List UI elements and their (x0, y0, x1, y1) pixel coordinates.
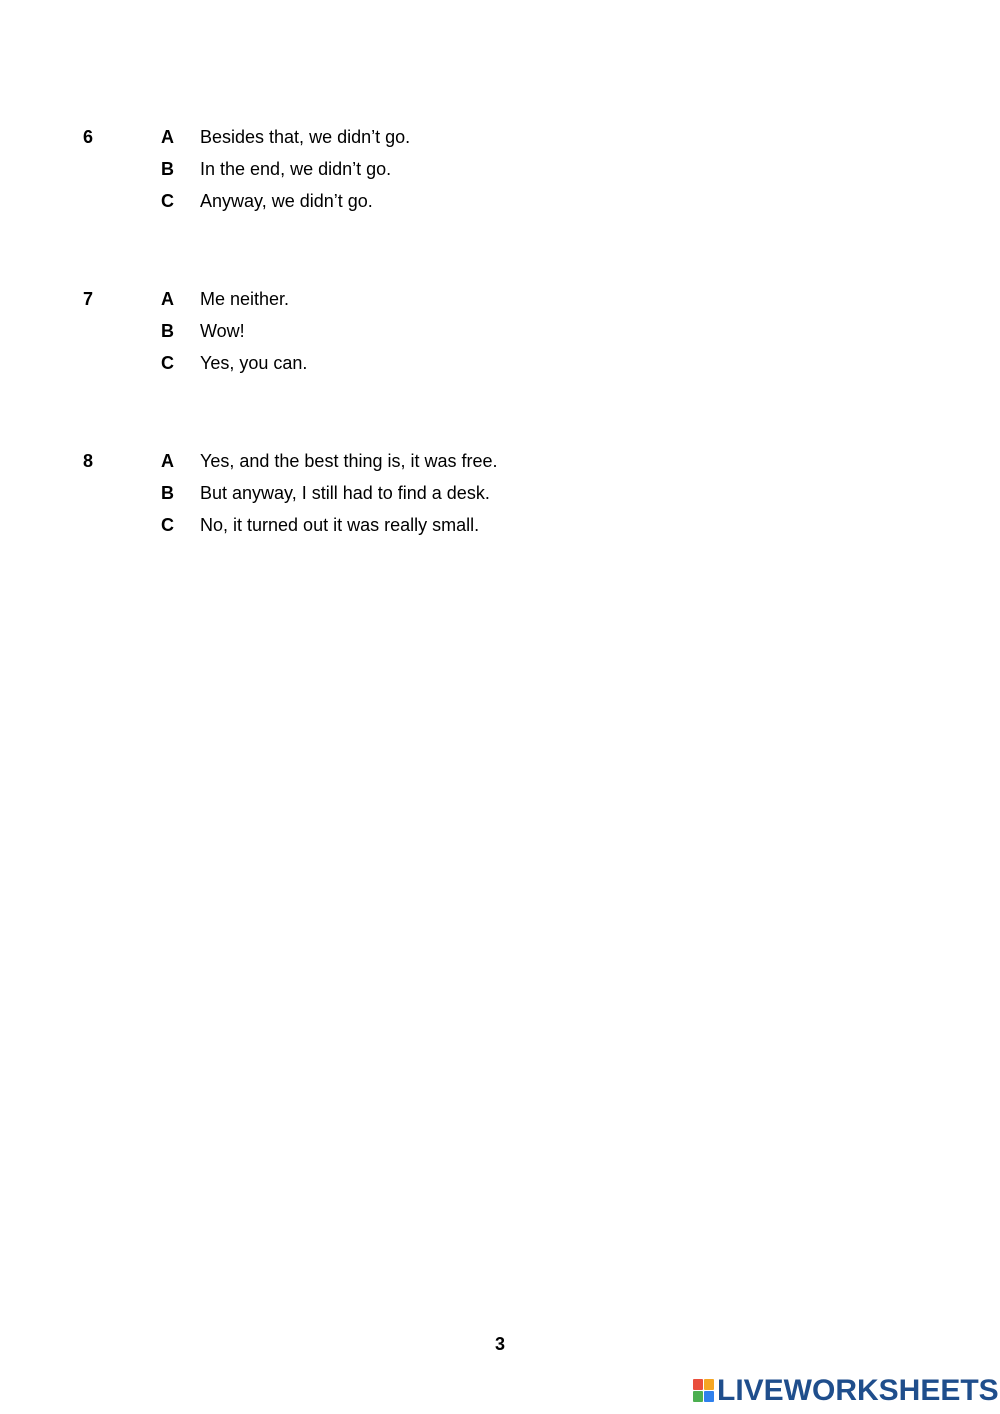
option-c[interactable] (0, 191, 1000, 211)
option-text: Yes, and the best thing is, it was free. (200, 451, 498, 471)
logo-tile-v (693, 1391, 703, 1402)
option-text: Besides that, we didn’t go. (200, 127, 411, 147)
option-c[interactable] (0, 353, 1000, 373)
logo-tile-l (693, 1379, 703, 1390)
option-letter: B (161, 321, 174, 341)
option-letter: C (161, 515, 174, 535)
brand-name: LIVEWORKSHEETS (717, 1374, 999, 1407)
option-b[interactable] (0, 483, 1000, 503)
option-text: Me neither. (200, 289, 290, 309)
option-text: Anyway, we didn’t go. (200, 191, 373, 211)
liveworksheets-logo-icon (693, 1379, 715, 1403)
page-number: 3 (494, 1334, 505, 1354)
option-text: Yes, you can. (200, 353, 308, 373)
option-letter: C (161, 353, 174, 373)
question-number: 6 (83, 127, 94, 147)
option-c[interactable] (0, 515, 1000, 535)
option-text: In the end, we didn’t go. (200, 159, 392, 179)
option-letter: B (161, 159, 174, 179)
option-b[interactable] (0, 321, 1000, 341)
option-a[interactable] (0, 451, 1000, 471)
question-number: 7 (83, 289, 94, 309)
option-letter: A (161, 289, 174, 309)
option-letter: A (161, 451, 174, 471)
logo-tile-i (704, 1379, 714, 1390)
option-letter: A (161, 127, 174, 147)
option-a[interactable] (0, 127, 1000, 147)
option-text: But anyway, I still had to find a desk. (200, 483, 490, 503)
option-text: Wow! (200, 321, 245, 341)
logo-tile-e (704, 1391, 714, 1402)
liveworksheets-brand (693, 1375, 999, 1407)
option-a[interactable] (0, 289, 1000, 309)
option-letter: B (161, 483, 174, 503)
option-letter: C (161, 191, 174, 211)
question-number: 8 (83, 451, 94, 471)
option-b[interactable] (0, 159, 1000, 179)
option-text: No, it turned out it was really small. (200, 515, 480, 535)
